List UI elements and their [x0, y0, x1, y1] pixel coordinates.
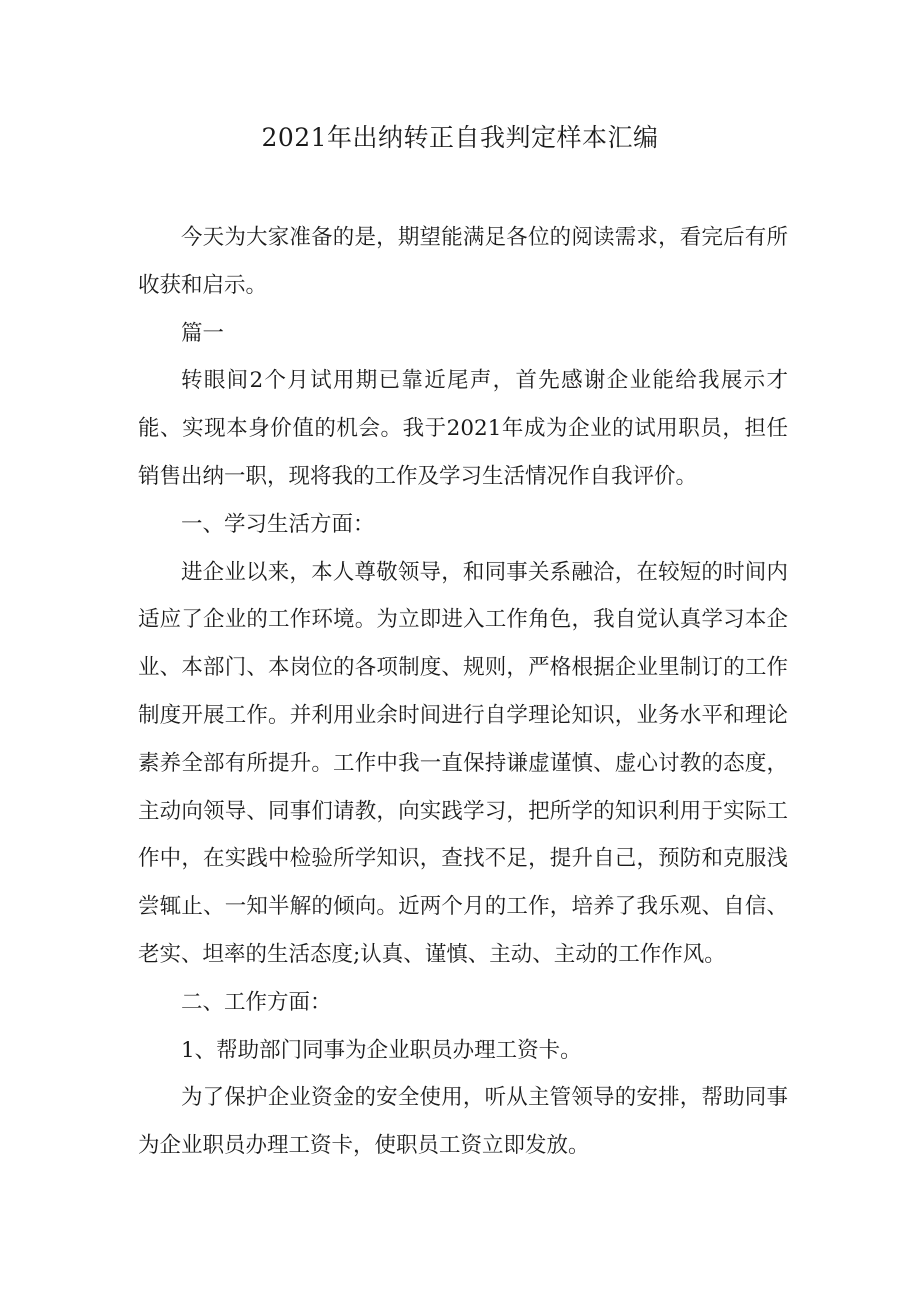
- work-item-1-heading: 1、帮助部门同事为企业职员办理工资卡。: [181, 1037, 582, 1063]
- heading-study-life: 一、学习生活方面：: [181, 511, 375, 537]
- intro-paragraph: 今天为大家准备的是，期望能满足各位的阅读需求，看完后有所收获和启示。: [138, 225, 788, 298]
- heading-work: 二、工作方面：: [181, 989, 332, 1015]
- document-body: [138, 214, 788, 1170]
- study-life-paragraph: 进企业以来，本人尊敬领导，和同事关系融洽，在较短的时间内适应了企业的工作环境。为立即进入工作角色，我自觉认真学习本企业、本部门、本岗位的各项制度、规则，严格根据企业里制订的工作制度开展工作。并利用业余时间进行自学理论知识，业务水平和理论素养全部有所提升。工作中我一直保持谦虚谨慎、虚心讨教的态度，主动向领导、同事们请教，向实践学习，把所学的知识利用于实际工作中，在实践中检验所学知识，查找不足，提升自己，预防和克服浅尝辄止、一知半解的倾向。近两个月的工作，培养了我乐观、自信、老实、坦率的生活态度;认真、谨慎、主动、主动的工作作风。: [138, 559, 788, 967]
- document-title: 2021年出纳转正自我判定样本汇编: [261, 123, 659, 152]
- opening-paragraph: 转眼间2个月试用期已靠近尾声，首先感谢企业能给我展示才能、实现本身价值的机会。我于2021年成为企业的试用职员，担任销售出纳一职，现将我的工作及学习生活情况作自我评价。: [138, 368, 788, 489]
- work-item-1-paragraph: 为了保护企业资金的安全使用，听从主管领导的安排，帮助同事为企业职员办理工资卡，使职员工资立即发放。: [138, 1085, 788, 1159]
- section-label-part-one: 篇一: [181, 320, 225, 346]
